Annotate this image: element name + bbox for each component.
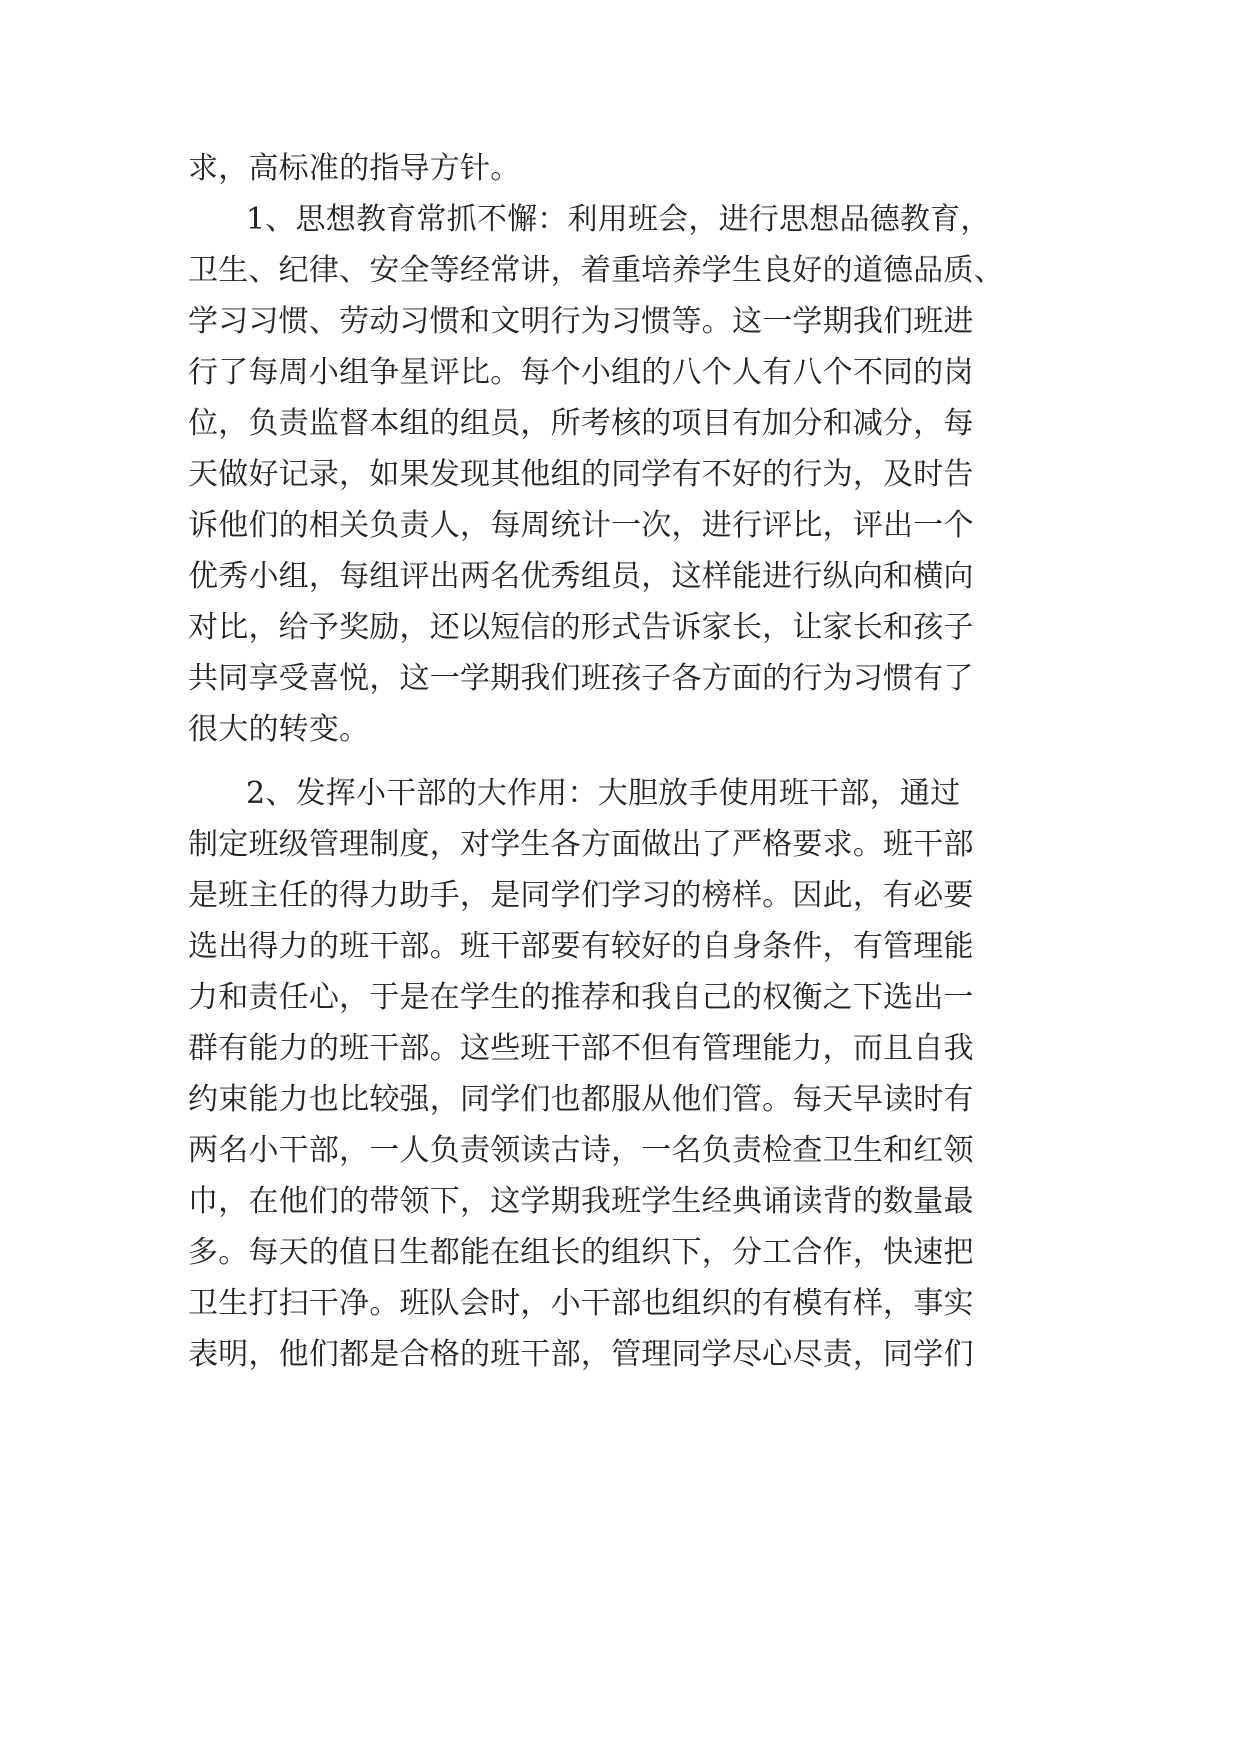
text-line: 卫生打扫干净。班队会时，小干部也组织的有模有样，事实 [188,1286,974,1321]
text-line: 天做好记录，如果发现其他组的同学有不好的行为，及时告 [188,457,974,492]
text-line: 力和责任心，于是在学生的推荐和我自己的权衡之下选出一 [188,980,974,1015]
text-line: 行了每周小组争星评比。每个小组的八个人有八个不同的岗 [188,355,974,390]
text-line: 表明，他们都是合格的班干部，管理同学尽心尽责，同学们 [188,1337,974,1372]
text-line: 是班主任的得力助手，是同学们学习的榜样。因此，有必要 [188,878,974,913]
text-line: 制定班级管理制度，对学生各方面做出了严格要求。班干部 [188,827,974,862]
text-line: 约束能力也比较强，同学们也都服从他们管。每天早读时有 [188,1082,974,1117]
text-line: 2、发挥小干部的大作用：大胆放手使用班干部，通过 [246,776,961,811]
text-line: 求，高标准的指导方针。 [188,151,521,186]
text-line: 位，负责监督本组的组员，所考核的项目有加分和减分，每 [188,406,974,441]
text-line: 巾，在他们的带领下，这学期我班学生经典诵读背的数量最 [188,1184,974,1219]
text-line: 很大的转变。 [188,712,370,747]
text-line: 选出得力的班干部。班干部要有较好的自身条件，有管理能 [188,929,974,964]
text-line: 对比，给予奖励，还以短信的形式告诉家长，让家长和孩子 [188,610,974,645]
text-line: 多。每天的值日生都能在组长的组织下，分工合作，快速把 [188,1235,974,1270]
text-line: 学习习惯、劳动习惯和文明行为习惯等。这一学期我们班进 [188,304,974,339]
text-line: 优秀小组，每组评出两名优秀组员，这样能进行纵向和横向 [188,559,974,594]
text-line: 群有能力的班干部。这些班干部不但有管理能力，而且自我 [188,1031,974,1066]
text-line: 诉他们的相关负责人，每周统计一次，进行评比，评出一个 [188,508,974,543]
text-line: 卫生、纪律、安全等经常讲，着重培养学生良好的道德品质、 [188,253,1004,288]
text-line: 两名小干部，一人负责领读古诗，一名负责检查卫生和红领 [188,1133,974,1168]
text-line: 1、思想教育常抓不懈：利用班会，进行思想品德教育， [246,202,991,237]
text-line: 共同享受喜悦，这一学期我们班孩子各方面的行为习惯有了 [188,661,974,696]
